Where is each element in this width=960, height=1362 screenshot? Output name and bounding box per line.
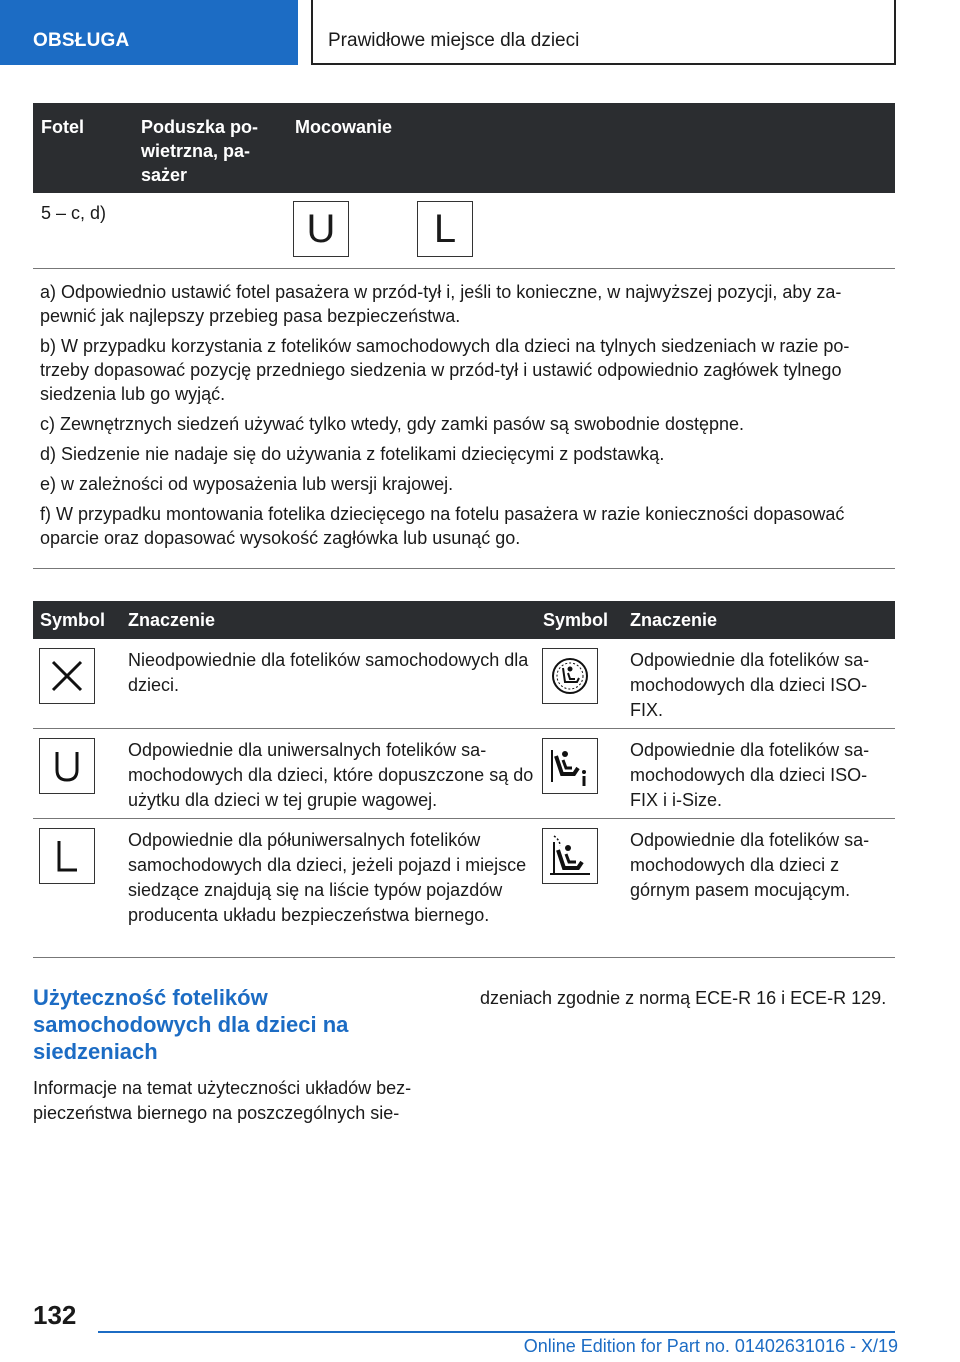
symbol-l-box [417,201,473,257]
note-f: f) W przypadku montowania fotelika dziecięcego na fotelu pasażera w razie konieczności dopasować oparcie oraz dopasować wysokość zagłówka lub usunąć go. [40,504,845,548]
divider [33,268,895,269]
symbol-u-box [293,201,349,257]
section-tab [0,0,298,65]
table-row [33,639,895,728]
symbol-table-header [33,601,895,639]
edition-note: Online Edition for Part no. 01402631016 - X/19 [523,1336,898,1356]
section-body-right: dzeniach zgodnie z normą ECE-R 16 i ECE-R 129. [480,988,887,1008]
col-airbag: Poduszka po- wietrzna, pa- sażer [141,117,259,185]
section-label: OBSŁUGA [33,30,130,51]
col-symbol-1: Symbol [40,610,106,630]
meaning-text: Odpowiednie dla uniwersalnych fotelików sa-mochodowych dla dzieci, które dopuszczone są do użytku dla dzieci w tej grupie wagowej. [128,740,534,810]
divider [33,568,895,569]
meaning-text: Odpowiednie dla fotelików sa-mochodowych dla dzieci ISO-FIX i i-Size. [630,740,870,810]
col-symbol-2: Symbol [543,610,609,630]
page-title: Prawidłowe miejsce dla dzieci [328,30,580,51]
note-b: b) W przypadku korzystania z fotelików samochodowych dla dzieci na tylnych siedzeniach w razie po-trzeby dopasować pozycję przedniego siedzenia w przód-tył i ustawić odpowiednio zagłówek tylnego siedzenia lub go wyjąć. [40,336,850,404]
isofix-isize-symbol-box [542,738,598,794]
letter-u-icon: U [306,207,336,251]
meaning-text: Odpowiednie dla półuniwersalnych fotelików samochodowych dla dzieci, jeżeli pojazd i miejsce siedzące znajdują się na liście typów pojazdów producenta układu bezpieczeństwa biernego. [128,830,527,925]
note-d: d) Siedzenie nie nadaje się do używania z fotelikami dziecięcymi z podstawką. [40,444,665,464]
letter-l-icon [47,836,87,876]
note-e: e) w zależności od wyposażenia lub wersji krajowej. [40,474,454,494]
note-c: c) Zewnętrznych siedzeń używać tylko wtedy, gdy zamki pasów są swobodnie dostępne. [40,414,745,434]
meaning-text: Odpowiednie dla fotelików sa-mochodowych dla dzieci z górnym pasem mocującym. [630,830,870,900]
meaning-text: Odpowiednie dla fotelików sa-mochodowych dla dzieci ISO-FIX. [630,650,870,720]
table-row [33,819,895,957]
footnotes [40,280,890,556]
isofix-seat-icon [548,654,592,698]
seat-table-row [33,193,895,268]
footer-rule [98,1331,895,1333]
isofix-isize-icon [546,742,594,790]
col-meaning-2: Znaczenie [630,610,718,630]
meaning-text: Nieodpowiednie dla fotelików samochodowych dla dzieci. [128,650,529,695]
table-row [33,729,895,818]
page-title-box [311,0,896,65]
cross-icon [47,656,87,696]
page-number: 132 [33,1300,77,1330]
u-symbol-box [39,738,95,794]
col-seat: Fotel [41,117,84,137]
seat-table-header [33,103,895,193]
divider [33,957,895,958]
note-a: a) Odpowiednio ustawić fotel pasażera w przód-tył i, jeśli to konieczne, w najwyższej pozycji, aby za-pewnić jak najlepszy przebieg pasa bezpieczeństwa. [40,282,842,326]
letter-u-icon [47,746,87,786]
section-heading: Użyteczność fotelików samochodowych dla dzieci na siedzeniach [33,985,349,1064]
col-mount: Mocowanie [295,117,393,137]
seat-value: 5 – c, d) [41,203,107,223]
letter-l-icon: L [433,207,457,251]
isofix-symbol-box [542,648,598,704]
l-symbol-box [39,828,95,884]
cross-symbol-box [39,648,95,704]
col-meaning-1: Znaczenie [128,610,216,630]
top-tether-icon [546,832,594,880]
top-tether-symbol-box [542,828,598,884]
section-body-left: Informacje na temat użyteczności układów bez-pieczeństwa biernego na poszczególnych sie- [33,1078,412,1123]
